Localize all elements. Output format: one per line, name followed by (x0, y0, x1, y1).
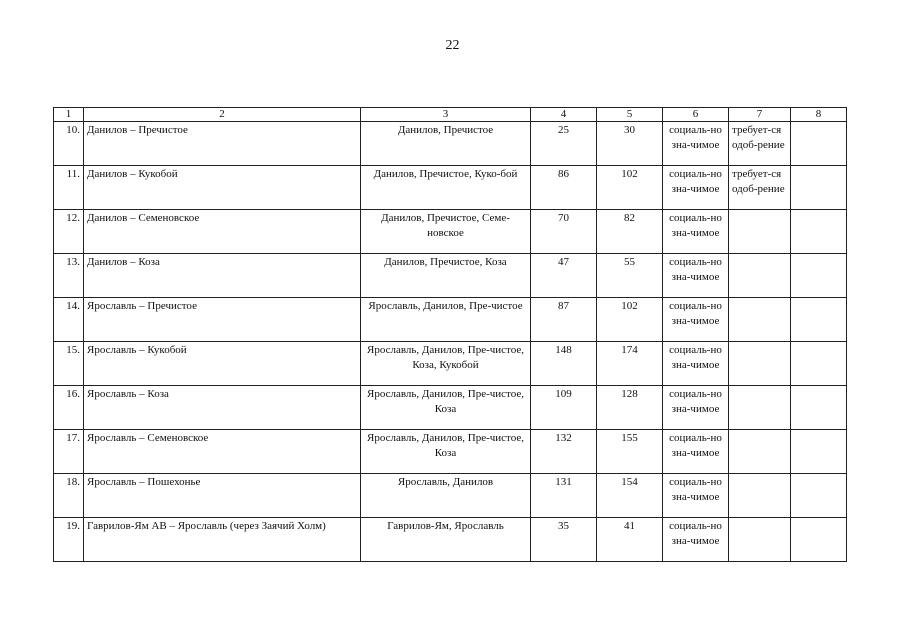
value-col4: 109 (531, 386, 597, 430)
route-name: Данилов – Семеновское (84, 210, 361, 254)
value-col5: 154 (597, 474, 663, 518)
route-stops: Данилов, Пречистое, Семе-новское (361, 210, 531, 254)
route-name: Ярославль – Семеновское (84, 430, 361, 474)
route-stops: Данилов, Пречистое, Куко-бой (361, 166, 531, 210)
route-stops: Данилов, Пречистое, Коза (361, 254, 531, 298)
row-number: 16. (54, 386, 84, 430)
row-number: 11. (54, 166, 84, 210)
route-stops: Ярославль, Данилов, Пре-чистое, Коза (361, 430, 531, 474)
row-number: 15. (54, 342, 84, 386)
value-col4: 131 (531, 474, 597, 518)
value-col5: 128 (597, 386, 663, 430)
header-cell: 2 (84, 108, 361, 122)
route-stops: Данилов, Пречистое (361, 122, 531, 166)
route-stops: Ярославль, Данилов, Пре-чистое (361, 298, 531, 342)
row-number: 14. (54, 298, 84, 342)
value-col5: 155 (597, 430, 663, 474)
approval-cell (729, 210, 791, 254)
value-col4: 148 (531, 342, 597, 386)
status-cell: социаль-но зна-чимое (663, 474, 729, 518)
row-number: 12. (54, 210, 84, 254)
value-col5: 102 (597, 166, 663, 210)
approval-cell (729, 518, 791, 562)
route-name: Ярославль – Кукобой (84, 342, 361, 386)
status-cell: социаль-но зна-чимое (663, 210, 729, 254)
table-row (54, 386, 847, 430)
row-number: 17. (54, 430, 84, 474)
value-col4: 25 (531, 122, 597, 166)
row-number: 19. (54, 518, 84, 562)
page-number: 22 (445, 38, 460, 53)
note-cell (791, 298, 847, 342)
status-cell: социаль-но зна-чимое (663, 298, 729, 342)
status-cell: социаль-но зна-чимое (663, 122, 729, 166)
table-row (54, 166, 847, 210)
note-cell (791, 342, 847, 386)
route-stops: Ярославль, Данилов, Пре-чистое, Коза (361, 386, 531, 430)
routes-table (53, 107, 847, 562)
table-row (54, 430, 847, 474)
note-cell (791, 210, 847, 254)
route-name: Данилов – Коза (84, 254, 361, 298)
approval-cell (729, 474, 791, 518)
approval-cell (729, 386, 791, 430)
header-cell: 5 (597, 108, 663, 122)
route-stops: Ярославль, Данилов, Пре-чистое, Коза, Кукобой (361, 342, 531, 386)
row-number: 13. (54, 254, 84, 298)
route-name: Ярославль – Пречистое (84, 298, 361, 342)
header-cell: 6 (663, 108, 729, 122)
status-cell: социаль-но зна-чимое (663, 518, 729, 562)
status-cell: социаль-но зна-чимое (663, 430, 729, 474)
approval-cell (729, 430, 791, 474)
table-row (54, 210, 847, 254)
route-name: Данилов – Пречистое (84, 122, 361, 166)
value-col4: 70 (531, 210, 597, 254)
value-col5: 41 (597, 518, 663, 562)
approval-cell: требует-ся одоб-рение (729, 166, 791, 210)
value-col4: 47 (531, 254, 597, 298)
note-cell (791, 474, 847, 518)
note-cell (791, 518, 847, 562)
header-row (54, 108, 847, 122)
value-col4: 87 (531, 298, 597, 342)
value-col5: 55 (597, 254, 663, 298)
header-cell: 3 (361, 108, 531, 122)
value-col5: 82 (597, 210, 663, 254)
table-row (54, 518, 847, 562)
row-number: 10. (54, 122, 84, 166)
row-number: 18. (54, 474, 84, 518)
table-row (54, 342, 847, 386)
approval-cell (729, 342, 791, 386)
route-name: Ярославль – Пошехонье (84, 474, 361, 518)
status-cell: социаль-но зна-чимое (663, 386, 729, 430)
approval-cell (729, 298, 791, 342)
value-col5: 30 (597, 122, 663, 166)
route-stops: Гаврилов-Ям, Ярославль (361, 518, 531, 562)
note-cell (791, 430, 847, 474)
header-cell: 8 (791, 108, 847, 122)
route-name: Данилов – Кукобой (84, 166, 361, 210)
status-cell: социаль-но зна-чимое (663, 254, 729, 298)
status-cell: социаль-но зна-чимое (663, 342, 729, 386)
header-cell: 4 (531, 108, 597, 122)
table-row (54, 298, 847, 342)
table-row (54, 474, 847, 518)
approval-cell: требует-ся одоб-рение (729, 122, 791, 166)
value-col4: 86 (531, 166, 597, 210)
value-col5: 174 (597, 342, 663, 386)
value-col4: 132 (531, 430, 597, 474)
table-row (54, 122, 847, 166)
table-row (54, 254, 847, 298)
value-col4: 35 (531, 518, 597, 562)
note-cell (791, 166, 847, 210)
approval-cell (729, 254, 791, 298)
route-stops: Ярославль, Данилов (361, 474, 531, 518)
route-name: Гаврилов-Ям АВ – Ярославль (через Заячий Холм) (84, 518, 361, 562)
header-cell: 1 (54, 108, 84, 122)
note-cell (791, 254, 847, 298)
note-cell (791, 386, 847, 430)
status-cell: социаль-но зна-чимое (663, 166, 729, 210)
route-name: Ярославль – Коза (84, 386, 361, 430)
header-cell: 7 (729, 108, 791, 122)
value-col5: 102 (597, 298, 663, 342)
note-cell (791, 122, 847, 166)
